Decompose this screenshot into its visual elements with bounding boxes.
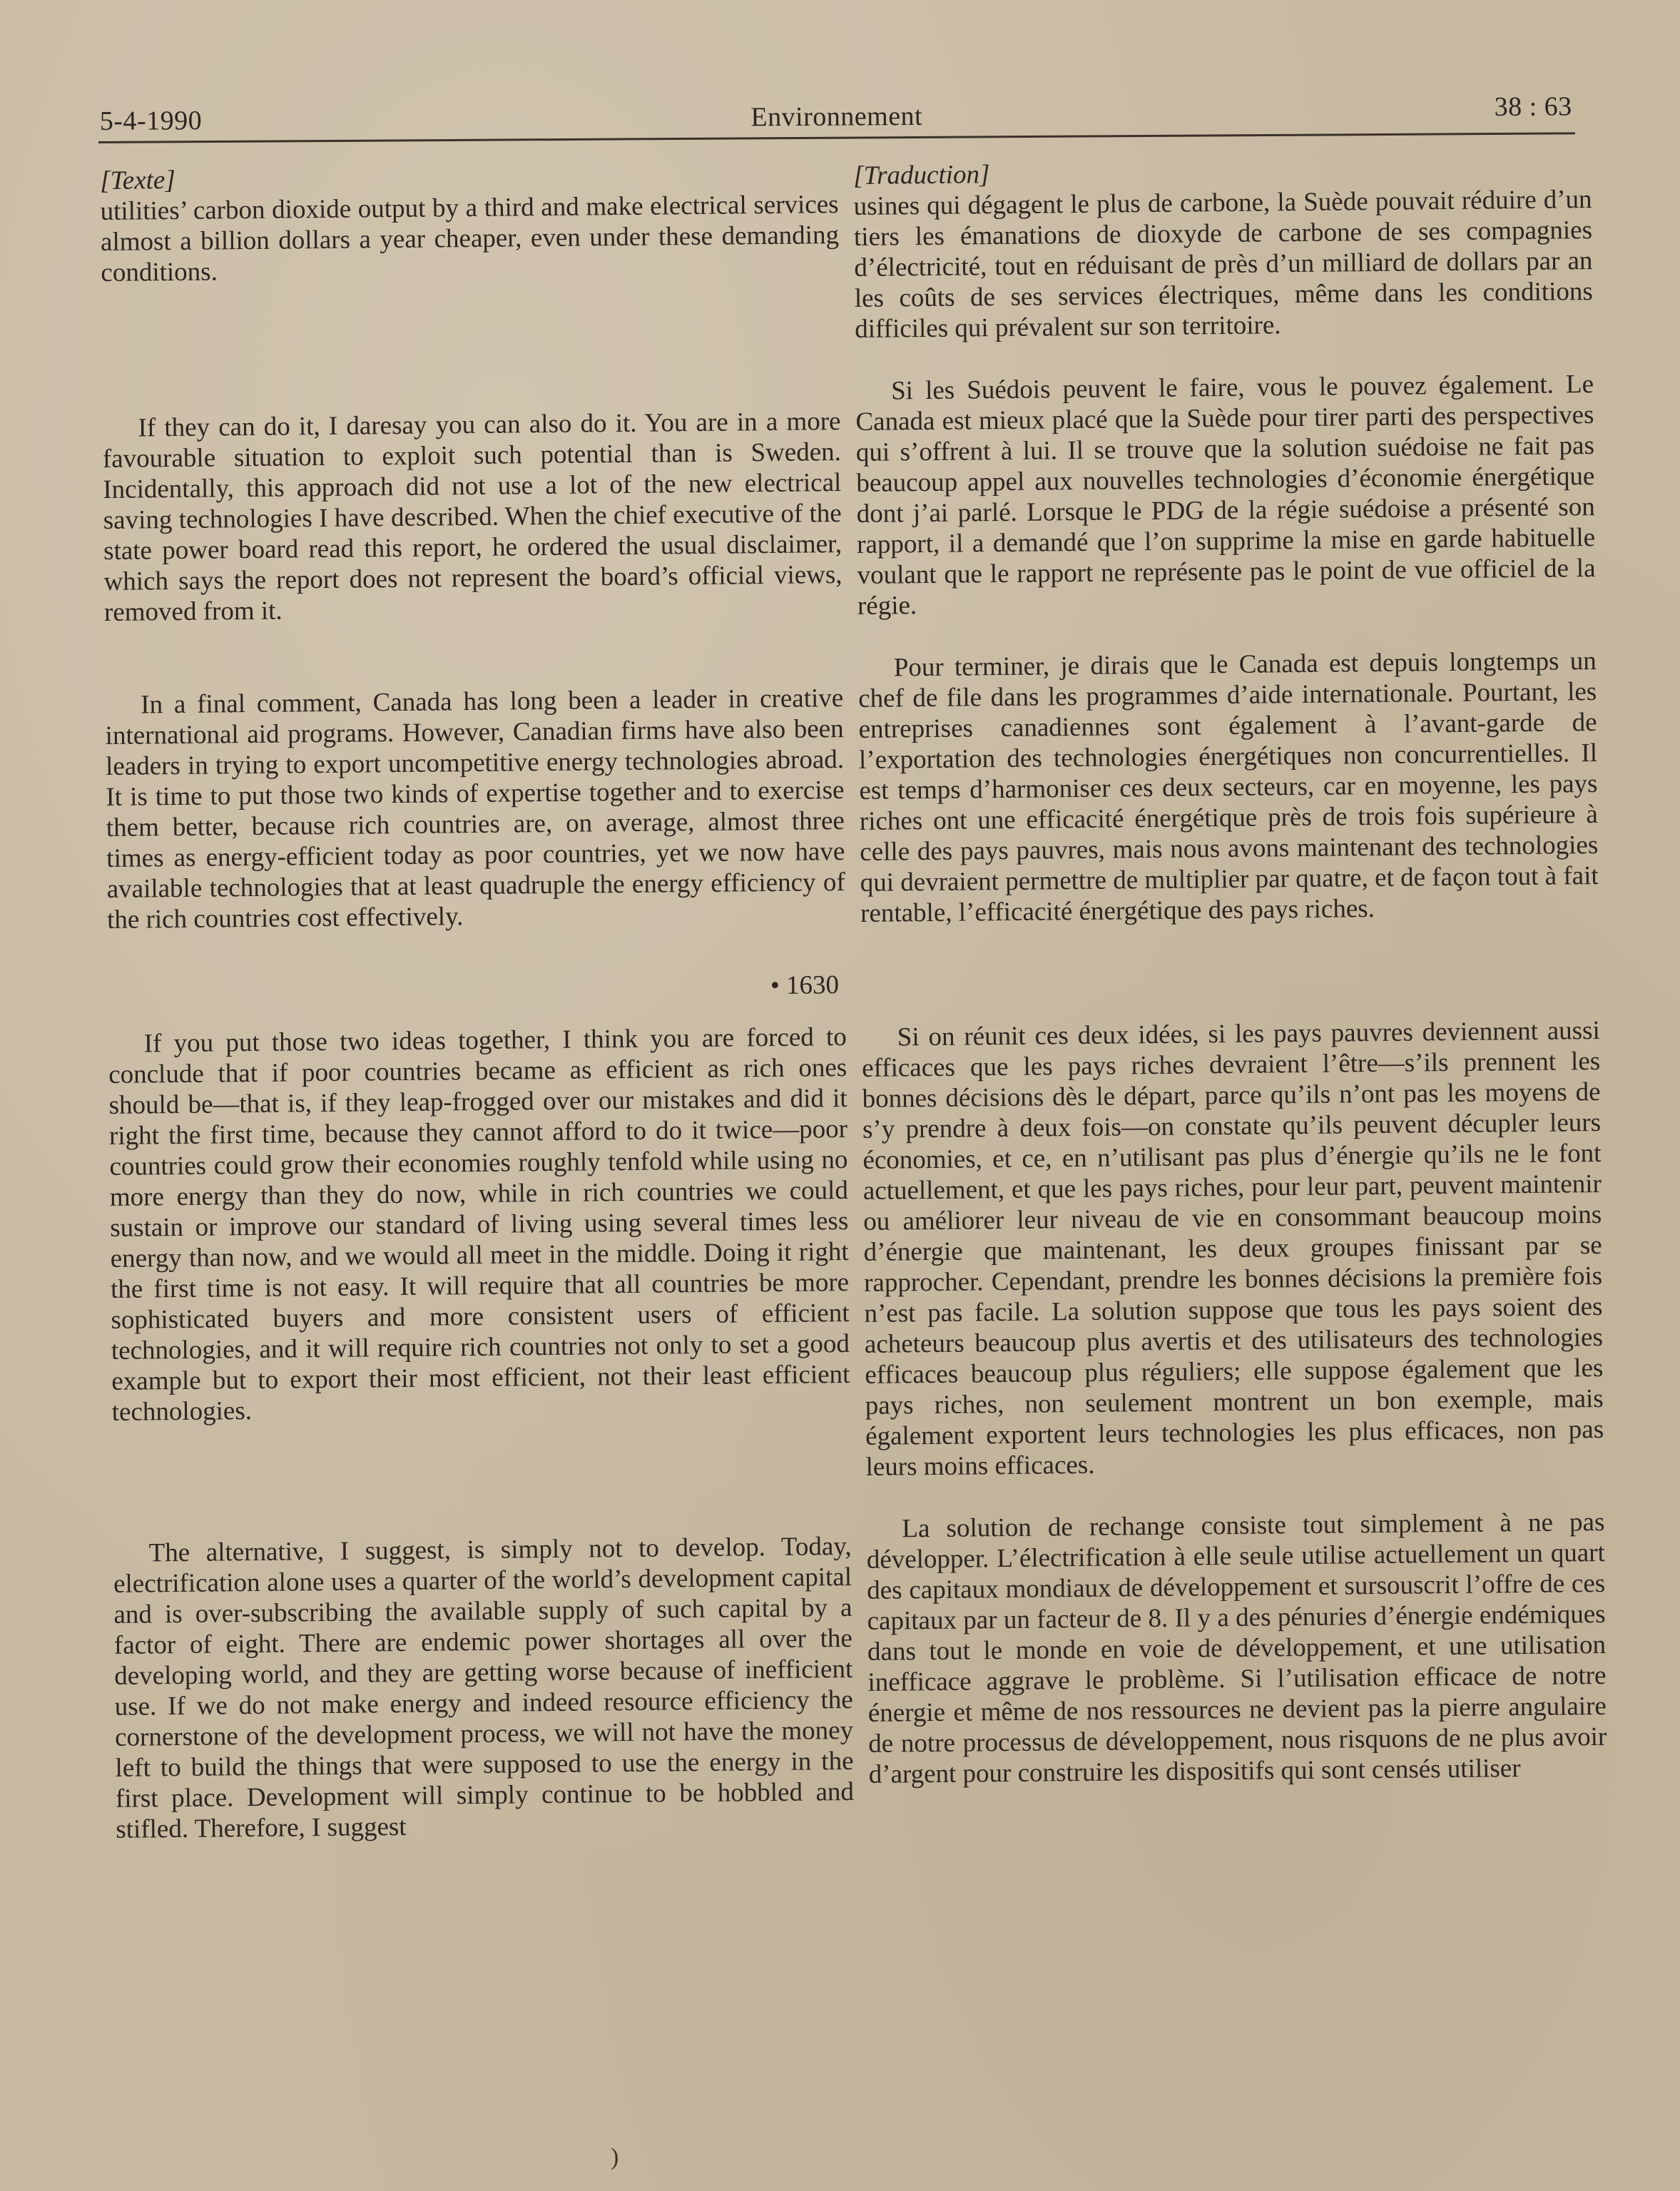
english-column: [100, 158, 855, 1845]
header-page-number: 38 : 63: [1494, 91, 1572, 123]
header-title: Environnement: [750, 101, 923, 133]
french-column: [853, 153, 1607, 1790]
en-paragraph-4: If you put those two ideas together, I think you are forced to conclude that if poor countries became as efficient as rich ones should be—that is, if they leap-frogged over our mistakes and did it right the first time, because they cannot afford to do it twice—poor countries could grow their economies roughly tenfold while using no more energy than they do now, while in rich countries we could sustain or improve our standard of living using several times less energy than now, and we would all meet in the middle. Doing it right the first time is not easy. It will require that all countries be more sophisticated buyers and more consistent users of efficient technologies, and it will require rich countries not only to set a good example but to export their most efficient, not their least efficient technologies.: [108, 1022, 850, 1427]
en-paragraph-2: If they can do it, I daresay you can also do it. You are in a more favourable situation to exploit such potential than is Sweden. Incidentally, this approach did not use a lot of the new electrical saving technologies I have described. When the chief executive of the state power board read this report, he ordered the usual disclaimer, which says the report does not represent the board’s official views, removed from it.: [102, 407, 842, 627]
fr-paragraph-1: usines qui dégagent le plus de carbone, la Suède pouvait réduire d’un tiers les émanations de dioxyde de carbone de ses compagnies d’électricité, tout en réduisant de près d’un milliard de dollars par an les coûts de ses services électriques, même dans les conditions difficiles qui prévalent sur son territoire.: [853, 185, 1594, 344]
text-label: [Texte]: [100, 165, 175, 195]
time-marker: • 1630: [770, 970, 840, 1001]
fr-paragraph-5: La solution de rechange consiste tout simplement à ne pas développer. L’électrification à elle seule utilise actuellement un quart des capitaux mondiaux de développement et sursouscrit l’offre de ces capitaux par un facteur de 8. Il y a des pénuries d’énergie endémiques dans tout le monde en voie de développement, et une utilisation inefficace aggrave le problème. Si l’utilisation efficace de notre énergie et même de nos ressources ne devient pas la pierre angulaire de notre processus de développement, nous risquons de ne plus avoir d’argent pour construire les dispositifs qui sont censés utiliser: [866, 1507, 1607, 1789]
footer-mark: ): [611, 2144, 619, 2170]
en-paragraph-1: utilities’ carbon dioxide output by a third and make electrical services almost a billion dollars a year cheaper, even under these demanding conditions.: [100, 190, 840, 288]
en-paragraph-3: In a final comment, Canada has long been a leader in creative international aid programs. However, Canadian firms have also been leaders in trying to export uncompetitive energy technologies abroad. It is time to put those two kinds of expertise together and to exercise them better, because rich countries are, on average, almost three times as energy-efficient today as poor countries, yet we now have available technologies that at least quadruple the energy efficiency of the rich countries cost effectively.: [105, 683, 845, 935]
translation-label: [Traduction]: [853, 160, 990, 190]
page-header: [98, 82, 1575, 143]
fr-paragraph-2: Si les Suédois peuvent le faire, vous le pouvez également. Le Canada est mieux placé que la Suède pour tirer parti des perspectives qui s’offrent à lui. Il se trouve que la solution suédoise ne fait pas beaucoup appel aux nouvelles technologies d’économie énergétique dont j’ai parlé. Lorsque le PDG de la régie suédoise a présenté son rapport, il a demandé que l’on supprime la mise en garde habituelle voulant que le rapport ne représente pas le point de vue officiel de la régie.: [855, 370, 1596, 621]
fr-paragraph-3: Pour terminer, je dirais que le Canada est depuis longtemps un chef de file dans les programmes d’aide internationale. Pourtant, les entreprises canadiennes sont également à l’avant-garde de l’exportation des technologies énergétiques non concurrentielles. Il est temps d’harmoniser ces deux secteurs, car en moyenne, les pays riches ont une efficacité énergétique près de trois fois supérieure à celle des pays pauvres, mais nous avons maintenant des technologies qui devraient permettre de multiplier par quatre, et de façon tout à fait rentable, l’efficacité énergétique des pays riches.: [858, 646, 1599, 928]
header-date: 5-4-1990: [99, 106, 203, 136]
fr-paragraph-4: Si on réunit ces deux idées, si les pays pauvres deviennent aussi efficaces que les pays riches devraient l’être—s’ils prennent les bonnes décisions dès le départ, parce qu’ils n’ont pas les moyens de s’y prendre à deux fois—on constate qu’ils peuvent décupler leurs économies, et ce, en n’utilisant pas plus d’énergie qu’ils ne le font actuellement, et que les pays riches, pour leur part, peuvent maintenir ou améliorer leur niveau de vie en consommant beaucoup moins d’énergie que maintenant, les deux groupes finissant par se rapprocher. Cependant, prendre les bonnes décisions la première fois n’est pas facile. La solution suppose que tous les pays soient des acheteurs beaucoup plus avertis et des utilisateurs des technologies efficaces beaucoup plus réguliers; elle suppose également que les pays riches, non seulement montrent un bon exemple, mais également exportent leurs technologies les plus efficaces, non pas leurs moins efficaces.: [862, 1016, 1604, 1482]
en-paragraph-5: The alternative, I suggest, is simply not to develop. Today, electrification alone uses a quarter of the world’s development capital and is over-subscribing the available supply of such capital by a factor of eight. There are endemic power shortages all over the developing world, and they are getting worse because of inefficient use. If we do not make energy and indeed resource efficiency the cornerstone of the development process, we will not have the money left to build the things that were supposed to use the energy in the first place. Development will simply continue to be hobbled and stifled. Therefore, I suggest: [113, 1531, 855, 1844]
